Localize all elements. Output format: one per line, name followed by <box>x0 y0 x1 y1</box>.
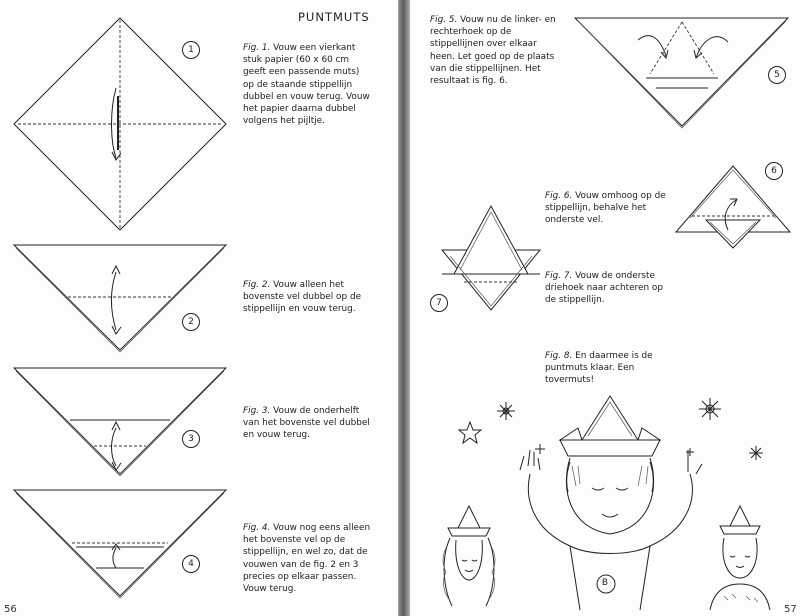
fig-1-text: Vouw een vierkant stuk papier (60 x 60 cm geeft een passende muts) op de staande stippellijn dubbel en vouw terug. Vouw het papier daarna dubbel volgens het pijltje. <box>243 43 370 127</box>
fig-8-text: En daarmee is de puntmuts klaar. Een tovermuts! <box>545 351 653 386</box>
fig-6-label: Fig. 6. <box>545 191 573 201</box>
fig-7-text: Vouw de onderste driehoek naar achteren op de stippellijn. <box>545 271 663 306</box>
fig-2-text: Vouw alleen het bovenste vel dubbel op de stippellijn en vouw terug. <box>243 280 362 315</box>
left-page-number: 56 <box>4 604 17 615</box>
fig-4-label: Fig. 4. <box>243 523 271 533</box>
fig-6-number: 6 <box>765 162 783 180</box>
fig-7-number: 7 <box>430 294 448 312</box>
book-gutter <box>398 0 410 616</box>
fig-1-number: 1 <box>182 41 200 59</box>
fig-2-label: Fig. 2. <box>243 280 271 290</box>
fig-5-number: 5 <box>768 66 786 84</box>
fig-8-label: Fig. 8. <box>545 351 573 361</box>
fig-3-label: Fig. 3. <box>243 406 271 416</box>
page-title: PUNTMUTS <box>298 10 370 24</box>
fig-2-number: 2 <box>182 313 200 331</box>
fig-8-illustration <box>410 0 800 616</box>
fig-5-text: Vouw nu de linker- en rechterhoek op de stippellijnen over elkaar heen. Let goed op de plaats van die stippellijnen. Het resultaat is fig. 6. <box>430 15 556 87</box>
fig-3-number: 3 <box>182 430 200 448</box>
right-page <box>410 0 800 616</box>
fig-4-number: 4 <box>182 555 200 573</box>
fig-6-text: Vouw omhoog op de stippellijn, behalve het onderste vel. <box>545 191 666 226</box>
fig-7-label: Fig. 7. <box>545 271 573 281</box>
fig-1-label: Fig. 1. <box>243 43 271 53</box>
fig-8-badge: B <box>601 578 609 588</box>
fig-4-text: Vouw nog eens alleen het bovenste vel op de stippellijn, en wel zo, dat de vouwen van de fig. 2 en 3 precies op elkaar passen. Vouw terug. <box>243 523 371 595</box>
fig-4-caption <box>243 522 373 595</box>
fig-3-text: Vouw de onderhelft van het bovenste vel dubbel en vouw terug. <box>243 406 370 441</box>
left-page <box>0 0 398 616</box>
right-page-number: 57 <box>784 604 797 615</box>
fig-5-label: Fig. 5. <box>430 15 458 25</box>
